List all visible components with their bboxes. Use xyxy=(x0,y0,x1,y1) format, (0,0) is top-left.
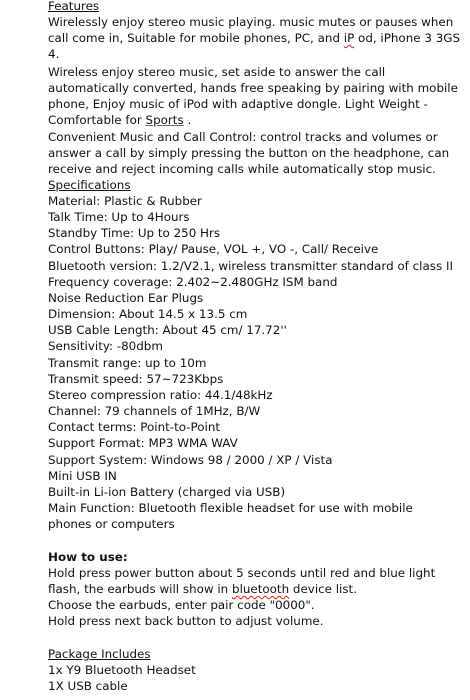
spec-item: Channel: 79 channels of 1MHz, B/W xyxy=(48,404,261,418)
features-text-line: Comfortable for Sports . xyxy=(48,113,192,127)
features-text-line: answer a call by simply pressing the button on the headphone, can xyxy=(48,146,450,160)
spec-item: Contact terms: Point-to-Point xyxy=(48,420,221,434)
how-to-use-line: flash, the earbuds will show in bluetooth device list. xyxy=(48,582,358,596)
spec-item: Transmit range: up to 10m xyxy=(48,356,207,370)
features-text-line: Wirelessly enjoy stereo music playing. music mutes or pauses when xyxy=(48,15,454,29)
package-item: 1X USB cable xyxy=(48,679,128,693)
package-item: 1x Y9 Bluetooth Headset xyxy=(48,663,196,677)
spec-item: Support Format: MP3 WMA WAV xyxy=(48,436,238,450)
spec-item: Stereo compression ratio: 44.1/48kHz xyxy=(48,388,273,402)
spellcheck-word: bluetooth xyxy=(232,582,290,596)
features-heading: Features xyxy=(48,0,100,13)
spec-item: USB Cable Length: About 45 cm/ 17.72'' xyxy=(48,323,287,337)
spec-item: Main Function: Bluetooth flexible headset for use with mobile xyxy=(48,501,413,515)
how-to-use-line: Hold press power button about 5 seconds until red and blue light xyxy=(48,566,436,580)
features-text-line: Convenient Music and Call Control: control tracks and volumes or xyxy=(48,130,438,144)
sports-word: Sports xyxy=(145,113,184,127)
spec-item: Sensitivity: -80dbm xyxy=(48,339,163,353)
how-to-use-line: Choose the earbuds, enter pair code "0000". xyxy=(48,598,315,612)
features-text-line: 4. xyxy=(48,47,60,61)
spellcheck-word: iP xyxy=(343,31,355,45)
package-heading: Package Includes xyxy=(48,647,151,661)
how-to-use-heading: How to use: xyxy=(48,550,128,564)
spec-item: Standby Time: Up to 250 Hrs xyxy=(48,226,221,240)
spec-item: Mini USB IN xyxy=(48,469,117,483)
specifications-heading: Specifications xyxy=(48,178,131,192)
how-to-use-line: Hold press next back button to adjust volume. xyxy=(48,614,324,628)
spec-item: Built-in Li-ion Battery (charged via USB) xyxy=(48,485,286,499)
spec-item: Support System: Windows 98 / 2000 / XP / Vista xyxy=(48,453,333,467)
spec-item: Frequency coverage: 2.402~2.480GHz ISM band xyxy=(48,275,338,289)
spec-item: Dimension: About 14.5 x 13.5 cm xyxy=(48,307,248,321)
spec-item: phones or computers xyxy=(48,517,175,531)
spec-item: Material: Plastic & Rubber xyxy=(48,194,202,208)
features-text-line: Wireless enjoy stereo music, set aside to answer the call xyxy=(48,65,386,79)
features-text-line: automatically converted, hands free speaking by pairing with mobile xyxy=(48,81,458,95)
spec-item: Talk Time: Up to 4Hours xyxy=(48,210,190,224)
spec-item: Bluetooth version: 1.2/V2.1, wireless transmitter standard of class II xyxy=(48,259,453,273)
spec-item: Control Buttons: Play/ Pause, VOL +, VO -, Call/ Receive xyxy=(48,242,379,256)
features-text-line: phone, Enjoy music of iPod with adaptive dongle. Light Weight - xyxy=(48,97,428,111)
features-text-line: call come in, Suitable for mobile phones, PC, and iP od, iPhone 3 3GS xyxy=(48,31,461,45)
spec-item: Noise Reduction Ear Plugs xyxy=(48,291,204,305)
features-text-line: receive and reject incoming calls while automatically stop music. xyxy=(48,162,436,176)
spec-item: Transmit speed: 57~723Kbps xyxy=(48,372,224,386)
